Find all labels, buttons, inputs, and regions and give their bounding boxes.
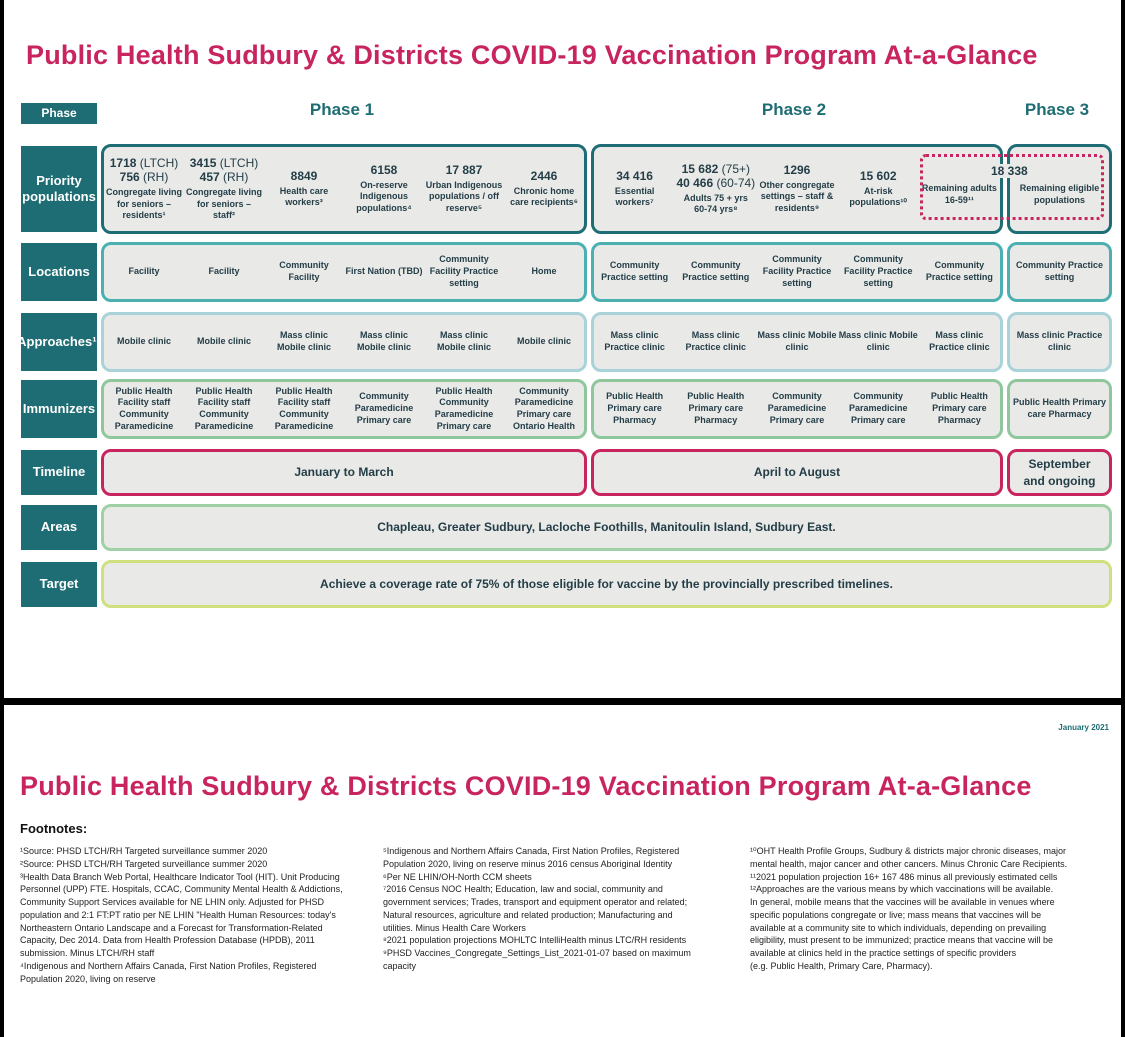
footnote-line: ¹Source: PHSD LTCH/RH Targeted surveillance summer 2020: [20, 846, 268, 856]
timeline-phase1: January to March: [294, 465, 394, 480]
footnotes-column-2: [383, 845, 738, 973]
phase-2-heading: Phase 2: [761, 100, 827, 119]
footnote-line: ⁴Indigenous and Northern Affairs Canada, First Nation Profiles, Registered: [20, 960, 317, 971]
footnotes-column-1: [20, 845, 380, 985]
footnote-line: Population 2020, living on reserve: [20, 973, 156, 984]
location-cell: Community Facility Practice setting: [843, 254, 913, 288]
immunizers-phase3-box: [1007, 379, 1112, 439]
footnote-line: available at clinics held in the practice settings of specific providers: [750, 948, 1017, 959]
footnote-line: capacity: [383, 960, 417, 971]
priority-cell: 15 602 At-risk populations¹⁰: [849, 169, 908, 208]
footnotes-page-title: Public Health Sudbury & Districts COVID-19 Vaccination Program At-a-Glance: [20, 771, 1032, 801]
priority-cell: 8849 Health care workers³: [279, 169, 329, 208]
footnote-line: ⁹PHSD Vaccines_Congregate_Settings_List_2021-01-07 based on maximum: [383, 948, 691, 959]
location-cell: First Nation (TBD): [345, 266, 423, 277]
approach-cell: Mobile clinic: [516, 336, 571, 347]
location-cell: Facility: [208, 266, 240, 277]
footnote-line: specific populations congregate or live; mass means that vaccines will be: [750, 909, 1042, 920]
phase-label: Phase: [21, 103, 97, 124]
footnote-line: Capacity, Dec 2014. Data from Health Profession Database (HPDB), 2011: [20, 935, 315, 946]
footnote-line: mental health, major cancer and other cancers. Minus Chronic Care Recipients.: [750, 858, 1068, 869]
footnote-line: available at a community site to which individuals, depending on prevailing: [750, 922, 1047, 933]
immunizer-cell: Public Health Facility staff Community Paramedicine: [194, 385, 254, 431]
timeline-phase1-box: [101, 449, 587, 496]
target-box: [101, 560, 1112, 608]
phase-3-heading: Phase 3: [1024, 100, 1090, 119]
priority-phase1-box: [101, 144, 587, 234]
priority-cell: 1718 (LTCH) 756 (RH) Congregate living for seniors – residents¹: [105, 156, 182, 221]
footnote-line: Natural resources, agriculture and related production; Manufacturing and: [383, 909, 673, 920]
locations-phase1-box: [101, 242, 587, 302]
row-label-locations: Locations: [21, 243, 97, 301]
timeline-phase3-box: [1007, 449, 1112, 496]
immunizer-cell: Public Health Primary care Pharmacy: [687, 391, 745, 425]
immunizer-cell: Public Health Facility staff Community Paramedicine: [274, 385, 334, 431]
approaches-phase3-box: [1007, 312, 1112, 372]
document-date: January 2021: [1058, 723, 1109, 732]
row-label-approaches: Approaches¹²: [21, 313, 97, 371]
priority-cell: 15 682 (75+) 40 466 (60-74) Adults 75 + yrs 60-74 yrs⁸: [676, 161, 756, 215]
row-label-priority: Priority populations: [21, 146, 97, 232]
approach-cell: Mass clinic Practice clinic: [1016, 330, 1103, 352]
areas-text: Chapleau, Greater Sudbury, Lacloche Foothills, Manitoulin Island, Sudbury East.: [377, 520, 836, 535]
locations-phase2-box: [591, 242, 1003, 302]
immunizer-cell: Public Health Community Paramedicine Primary care: [434, 385, 494, 431]
locations-phase3-box: [1007, 242, 1112, 302]
location-cell: Community Facility Practice setting: [429, 254, 499, 288]
immunizers-phase2-box: [591, 379, 1003, 439]
footnote-line: eligibility, must present to be immunized; practice means that vaccine will be: [750, 935, 1053, 946]
approach-cell: Mass clinic Mobile clinic: [276, 330, 331, 352]
immunizer-cell: Community Paramedicine Primary care: [767, 391, 827, 425]
immunizer-cell: Public Health Facility staff Community Paramedicine: [114, 385, 174, 431]
row-label-timeline: Timeline: [21, 450, 97, 495]
location-cell: Community Practice setting: [601, 260, 669, 282]
approach-cell: Mobile clinic: [116, 336, 171, 347]
footnote-line: population and 2:1 FT:PT ratio per NE LHIN "Health Human Resources: today's: [20, 909, 336, 920]
location-cell: Community Practice setting: [682, 260, 750, 282]
row-label-immunizers: Immunizers: [21, 380, 97, 438]
footnote-line: Northeastern Ontario Landscape and a Forecast for Transformation-Related: [20, 922, 323, 933]
footnotes-heading: Footnotes:: [20, 821, 88, 836]
page-title: Public Health Sudbury & Districts COVID-19 Vaccination Program At-a-Glance: [26, 40, 1038, 70]
combined-population-number: 18 338: [991, 164, 1028, 178]
location-cell: Community Facility: [279, 260, 329, 282]
location-cell: Facility: [128, 266, 160, 277]
footnote-line: ¹⁰OHT Health Profile Groups, Sudbury & districts major chronic diseases, major: [750, 846, 1067, 856]
immunizer-cell: Community Paramedicine Primary care: [354, 391, 414, 425]
footnote-line: ⁵Indigenous and Northern Affairs Canada, First Nation Profiles, Registered: [383, 846, 680, 856]
footnote-line: ⁶Per NE LHIN/OH-North CCM sheets: [383, 871, 532, 882]
priority-cell: 6158 On-reserve Indigenous populations⁴: [356, 163, 412, 214]
footnote-line: ⁸2021 population projections MOHLTC IntelliHealth minus LTC/RH residents: [383, 935, 687, 946]
footnote-line: utilities. Minus Health Care Workers: [383, 922, 526, 933]
approach-cell: Mass clinic Mobile clinic: [757, 330, 837, 352]
immunizer-cell: Public Health Primary care Pharmacy: [930, 391, 988, 425]
priority-cell: Remaining adults 16-59¹¹: [921, 183, 997, 205]
footnote-line: ¹²Approaches are the various means by which vaccinations will be available.: [750, 884, 1054, 895]
priority-cell: 3415 (LTCH) 457 (RH) Congregate living for seniors – staff²: [185, 156, 262, 221]
priority-cell: 2446 Chronic home care recipients⁶: [510, 169, 578, 208]
immunizer-cell: Community Paramedicine Primary care Ontario Health: [512, 385, 575, 431]
approach-cell: Mass clinic Mobile clinic: [838, 330, 918, 352]
approach-cell: Mass clinic Mobile clinic: [356, 330, 411, 352]
footnote-line: Personnel (UPP) FTE. Hospitals, CCAC, Community Mental Health & Addictions,: [20, 884, 343, 895]
approaches-phase2-box: [591, 312, 1003, 372]
approach-cell: Mass clinic Practice clinic: [604, 330, 665, 352]
approaches-phase1-box: [101, 312, 587, 372]
row-label-areas: Areas: [21, 505, 97, 550]
footnote-line: (e.g. Public Health, Primary Care, Pharmacy).: [750, 960, 933, 971]
approach-cell: Mass clinic Practice clinic: [685, 330, 747, 352]
location-cell: Community Practice setting: [925, 260, 993, 282]
footnote-line: government services; Trades, transport and equipment operator and related;: [383, 897, 688, 908]
footnote-line: Population 2020, living on reserve minus 2016 census Aboriginal Identity: [383, 858, 673, 869]
target-text: Achieve a coverage rate of 75% of those eligible for vaccine by the provincially prescribed timelines.: [320, 576, 893, 591]
row-label-target: Target: [21, 562, 97, 607]
timeline-phase3: September and ongoing: [1023, 457, 1096, 488]
approach-cell: Mobile clinic: [196, 336, 251, 347]
top-page: [4, 0, 1121, 698]
location-cell: Community Practice setting: [1015, 260, 1104, 282]
approach-cell: Mass clinic Mobile clinic: [436, 330, 491, 352]
location-cell: Community Facility Practice setting: [762, 254, 832, 288]
footnote-line: ¹¹2021 population projection 16+ 167 486 minus all previously estimated cells: [750, 871, 1058, 882]
priority-cell: Remaining eligible populations: [1019, 183, 1100, 205]
footnote-line: ⁷2016 Census NOC Health; Education, law and social, community and: [383, 884, 663, 895]
footnotes-page: [4, 705, 1121, 1037]
priority-cell: 34 416 Essential workers⁷: [614, 169, 655, 208]
immunizers-phase1-box: [101, 379, 587, 439]
immunizer-cell: Public Health Primary care Pharmacy: [1012, 397, 1107, 419]
footnotes-column-3: [750, 845, 1112, 973]
priority-cell: 1296 Other congregate settings – staff & residents⁹: [759, 163, 835, 214]
priority-cell: 17 887 Urban Indigenous populations / off reserve⁵: [425, 163, 503, 214]
phase-1-heading: Phase 1: [309, 100, 375, 119]
immunizer-cell: Community Paramedicine Primary care: [848, 391, 908, 425]
footnote-line: submission. Minus LTCH/RH staff: [20, 948, 155, 959]
footnote-line: ²Source: PHSD LTCH/RH Targeted surveillance summer 2020: [20, 858, 268, 869]
footnote-line: ³Health Data Branch Web Portal, Healthcare Indicator Tool (HIT). Unit Producing: [20, 871, 340, 882]
timeline-phase2-box: [591, 449, 1003, 496]
footnote-line: In general, mobile means that the vaccines will be available in venues where: [750, 897, 1055, 908]
location-cell: Home: [531, 266, 557, 277]
approach-cell: Mass clinic Practice clinic: [929, 330, 990, 352]
timeline-phase2: April to August: [753, 465, 841, 480]
footnote-line: Community Support Services available for NE LHIN only. Adjusted for PHSD: [20, 897, 324, 908]
immunizer-cell: Public Health Primary care Pharmacy: [606, 391, 664, 425]
areas-box: [101, 504, 1112, 551]
